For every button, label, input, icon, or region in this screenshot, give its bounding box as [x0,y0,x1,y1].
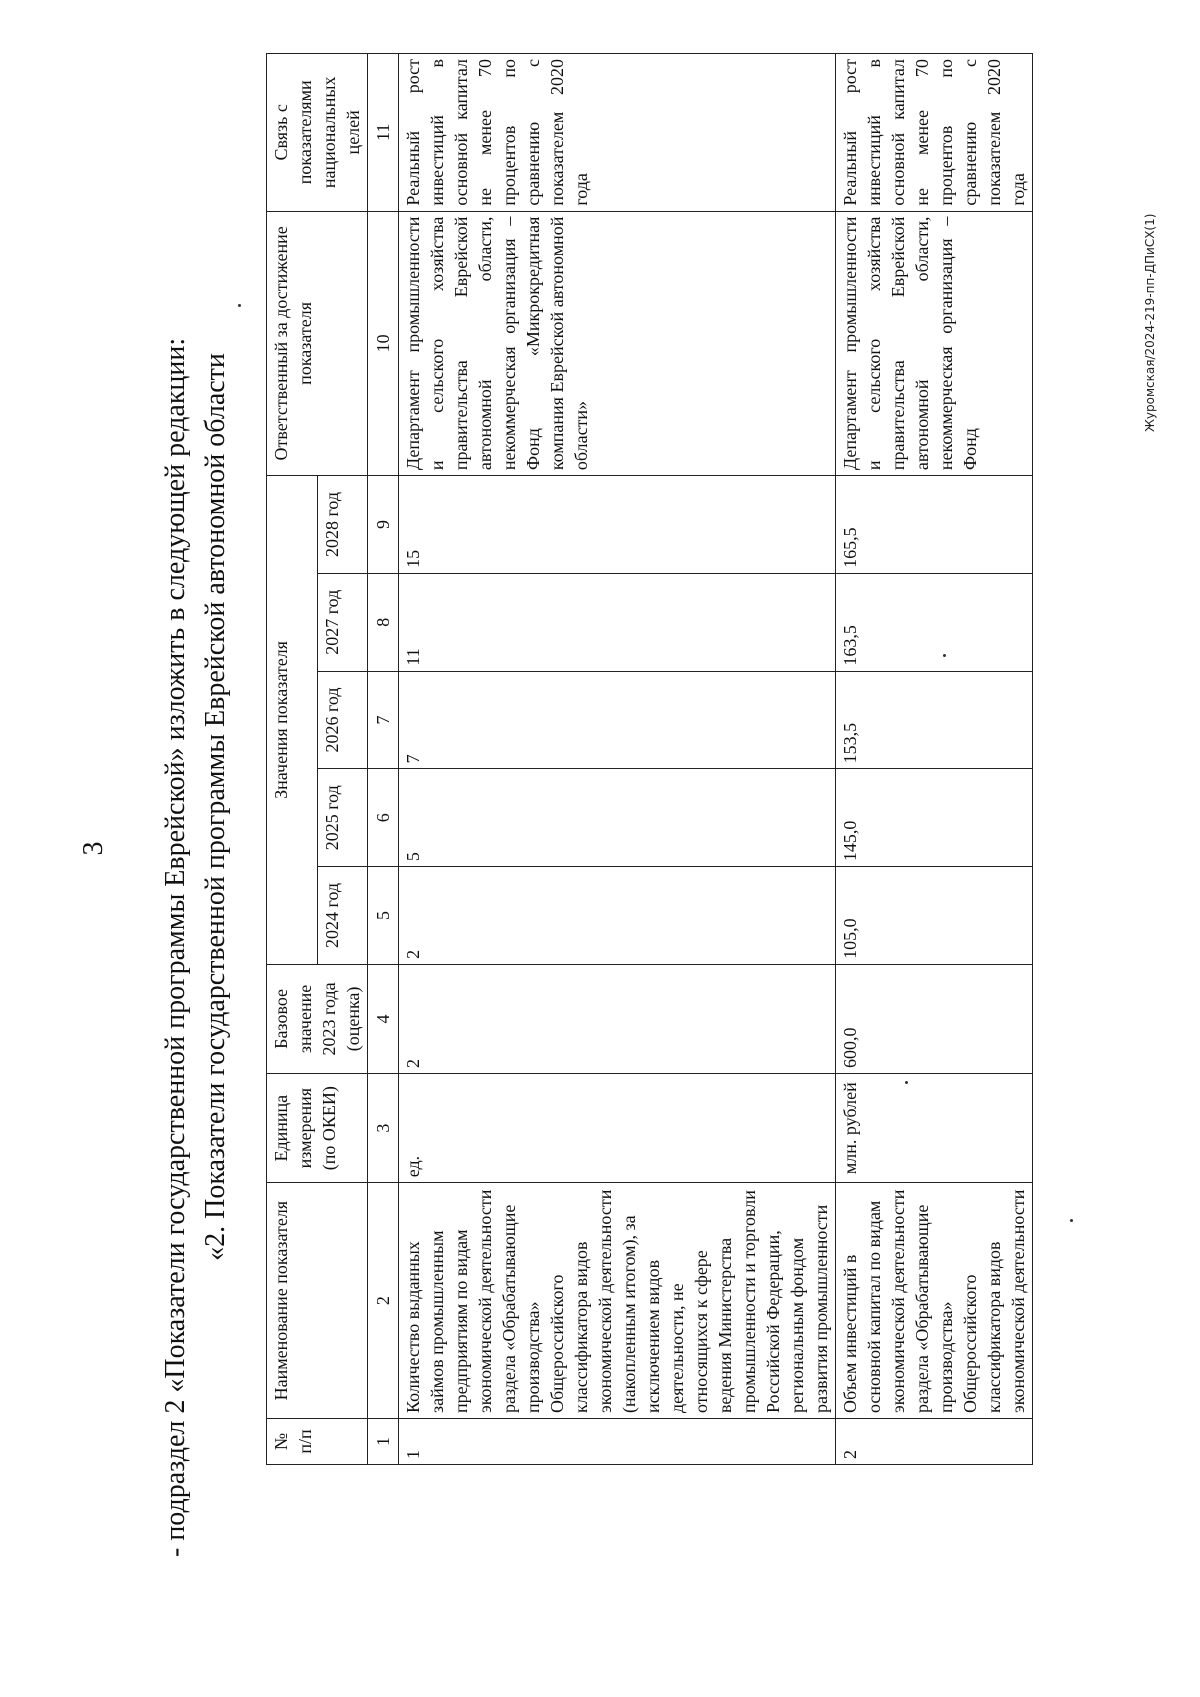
header-unit: Единица измерения (по ОКЕИ) [267,1074,368,1183]
row-num: 1 [399,1419,836,1465]
scan-speck [905,1081,908,1084]
value-2027: 11 [399,573,836,671]
page-number: 3 [78,841,109,856]
value-2026: 153,5 [836,671,1033,769]
column-number: 11 [368,54,399,212]
base-value: 2 [399,964,836,1073]
column-number-row [368,54,399,1465]
header-year-2026: 2026 год [317,671,368,769]
responsible: Департамент промышленности и сельского хозяйства правительства Еврейской автономной области, некоммерческая организация – Фонд «Микрокредитная компания Еврейской автономной области» [399,211,836,475]
indicator-name: Объем инвестиций в основной капитал по видам экономической деятельности раздела «Обрабатывающие производства» Общероссийского классификатора видов экономической деятельности [836,1183,1033,1419]
header-num: № п/п [267,1419,368,1465]
header-values-group: Значения показателя [267,476,318,965]
unit: ед. [399,1074,836,1183]
column-number: 1 [368,1419,399,1465]
value-2028: 165,5 [836,476,1033,574]
value-2026: 7 [399,671,836,769]
column-number: 2 [368,1183,399,1419]
header-name: Наименование показателя [267,1183,368,1419]
header-year-2024: 2024 год [317,867,368,965]
base-value: 600,0 [836,964,1033,1073]
column-number: 10 [368,211,399,475]
table-row [836,54,1033,1465]
value-2024: 2 [399,867,836,965]
column-number: 5 [368,867,399,965]
value-2027: 163,5 [836,573,1033,671]
value-2024: 105,0 [836,867,1033,965]
column-number: 8 [368,573,399,671]
column-number: 3 [368,1074,399,1183]
value-2025: 5 [399,769,836,867]
column-number: 6 [368,769,399,867]
responsible: Департамент промышленности и сельского хозяйства правительства Еврейской автономной области, некоммерческая организация – Фонд [836,211,1033,475]
scan-speck [1070,1219,1073,1222]
header-link: Связь с показателями национальных целей [267,54,368,212]
header-base: Базовое значение 2023 года (оценка) [267,964,368,1073]
column-number: 7 [368,671,399,769]
indicator-name: Количество выданных займов промышленным предприятиям по видам экономической деятельности раздела «Обрабатывающие производства» Общероссийского классификатора видов экономической деятельности (накопленным итогом), за исключением видов деятельности, не относящихся к сфере ведения Министерства промышленности и торговли Российской Федерации, региональным фондом развития промышленности [399,1183,836,1419]
header-year-2028: 2028 год [317,476,368,574]
scan-speck [943,654,946,657]
indicators-table [266,53,1033,1465]
header-responsible: Ответственный за достижение показателя [267,211,368,475]
row-num: 2 [836,1419,1033,1465]
scan-speck [238,304,241,307]
table-row [399,54,836,1465]
header-year-2027: 2027 год [317,573,368,671]
column-number: 9 [368,476,399,574]
section-title: «2. Показатели государственной программы Еврейской автономной области [200,353,231,1261]
column-number: 4 [368,964,399,1073]
value-2025: 145,0 [836,769,1033,867]
value-2028: 15 [399,476,836,574]
unit: млн. рублей [836,1074,1033,1183]
amendment-heading: - подраздел 2 «Показатели государственной программы Еврейской» изложить в следующей редакции: [160,337,191,1557]
header-row [267,54,318,1465]
national-goal-link: Реальный рост инвестиций в основной капитал не менее 70 процентов по сравнению с показателем 2020 года [836,54,1033,212]
header-year-2025: 2025 год [317,769,368,867]
national-goal-link: Реальный рост инвестиций в основной капитал не менее 70 процентов по сравнению с показателем 2020 года [399,54,836,212]
document-code: Журомская/2024-219-пп-ДПиСХ(1) [1143,213,1157,432]
